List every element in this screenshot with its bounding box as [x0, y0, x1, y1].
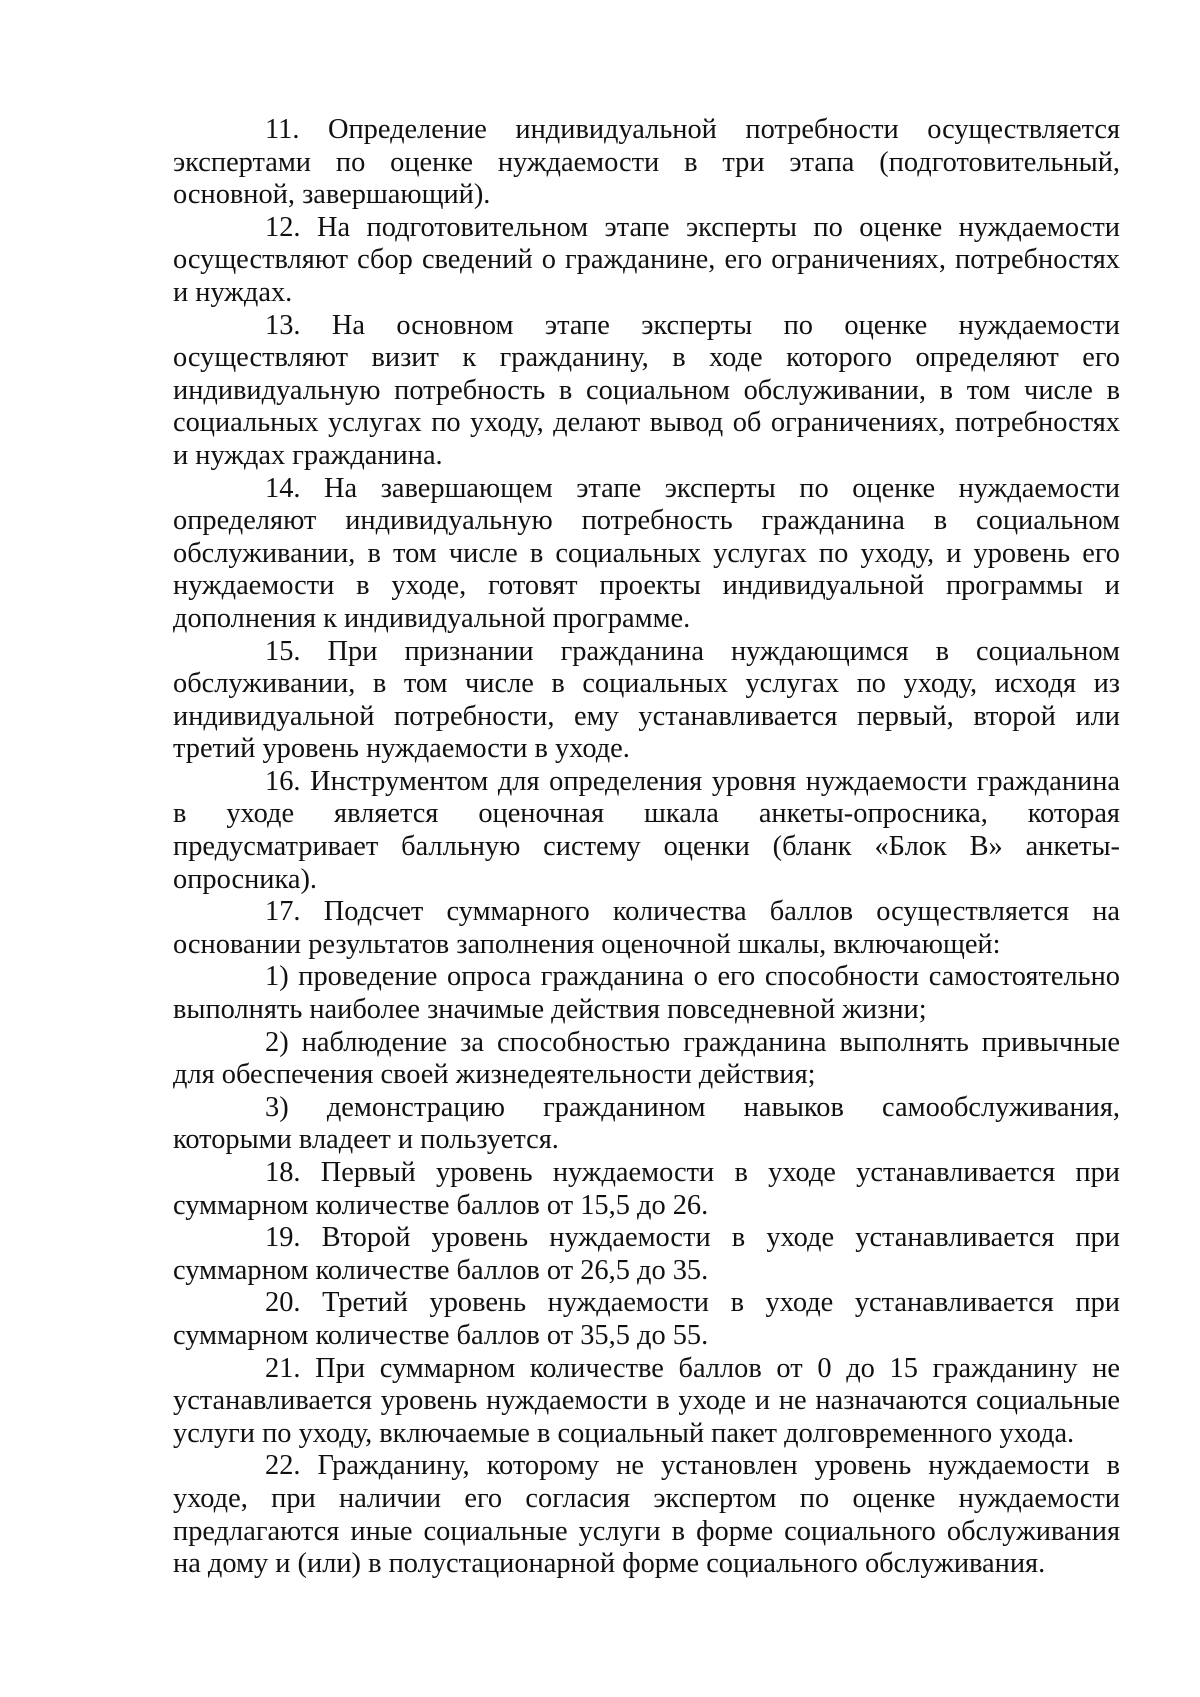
paragraph-18: 18. Первый уровень нуждаемости в уходе устанавливается при суммарном количестве баллов от 15,5 до 26.: [173, 1157, 1120, 1221]
list-item-1: 1) проведение опроса гражданина о его способности самостоятельно выполнять наиболее значимые действия повседневной жизни;: [173, 961, 1120, 1026]
paragraph-13: 13. На основном этапе эксперты по оценке нуждаемости осуществляют визит к гражданину, в ходе которого определяют его индивидуальную потребность в социальном обслуживании, в том числе в социальных услугах по уходу, делают вывод об ограничениях, потребностях и нуждах гражданина.: [173, 309, 1120, 471]
paragraph-15: 15. При признании гражданина нуждающимся в социальном обслуживании, в том числе в социальных услугах по уходу, исходя из индивидуальной потребности, ему устанавливается первый, второй или третий уровень нуждаемости в уходе.: [173, 635, 1120, 765]
list-item-3: 3) демонстрацию гражданином навыков самообслуживания, которыми владеет и пользуется.: [173, 1091, 1120, 1156]
document-page: [173, 114, 1120, 1581]
paragraph-11: 11. Определение индивидуальной потребности осуществляется экспертами по оценке нуждаемости в три этапа (подготовительный, основной, завершающий).: [173, 114, 1120, 211]
paragraph-12: 12. На подготовительном этапе эксперты по оценке нуждаемости осуществляют сбор сведений о гражданине, его ограничениях, потребностях и нуждах.: [173, 211, 1120, 308]
paragraph-14: 14. На завершающем этапе эксперты по оценке нуждаемости определяют индивидуальную потребность гражданина в социальном обслуживании, в том числе в социальных услугах по уходу, и уровень его нуждаемости в уходе, готовят проекты индивидуальной программы и дополнения к индивидуальной программе.: [173, 472, 1120, 634]
paragraph-20: 20. Третий уровень нуждаемости в уходе устанавливается при суммарном количестве баллов от 35,5 до 55.: [173, 1287, 1120, 1351]
paragraph-22: 22. Гражданину, которому не установлен уровень нуждаемости в уходе, при наличии его согласия экспертом по оценке нуждаемости предлагаются иные социальные услуги в форме социального обслуживания на дому и (или) в полустационарной форме социального обслуживания.: [173, 1450, 1120, 1580]
paragraph-21: 21. При суммарном количестве баллов от 0 до 15 гражданину не устанавливается уровень нуждаемости в уходе и не назначаются социальные услуги по уходу, включаемые в социальный пакет долговременного ухода.: [173, 1352, 1120, 1449]
paragraph-16: 16. Инструментом для определения уровня нуждаемости гражданина в уходе является оценочная шкала анкеты-опросника, которая предусматривает балльную систему оценки (бланк «Блок В» анкеты-опросника).: [173, 765, 1120, 895]
paragraph-17: 17. Подсчет суммарного количества баллов осуществляется на основании результатов заполнения оценочной шкалы, включающей:: [173, 896, 1120, 960]
list-item-2: 2) наблюдение за способностью гражданина выполнять привычные для обеспечения своей жизнедеятельности действия;: [173, 1026, 1120, 1091]
paragraph-19: 19. Второй уровень нуждаемости в уходе устанавливается при суммарном количестве баллов от 26,5 до 35.: [173, 1222, 1120, 1286]
